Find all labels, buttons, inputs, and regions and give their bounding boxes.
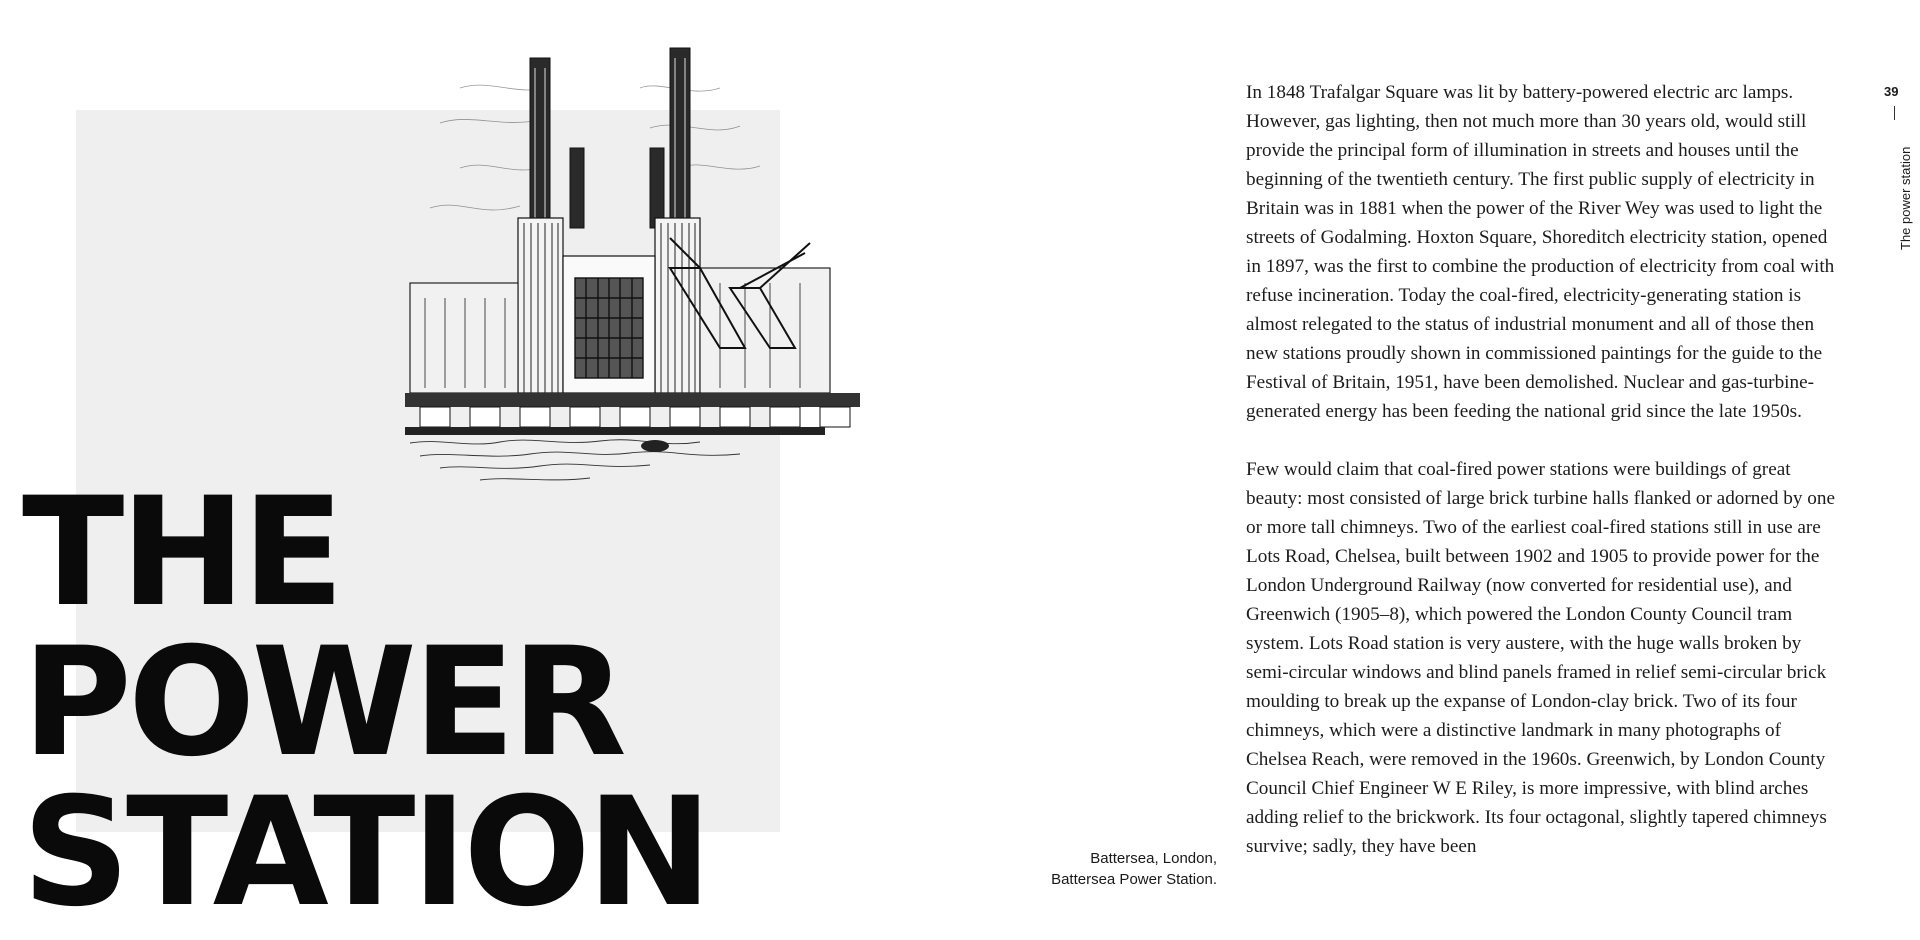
title-line-2: POWER	[22, 616, 623, 790]
image-caption	[1051, 848, 1217, 890]
body-text	[1246, 78, 1840, 890]
title-line-3: STATION	[22, 766, 709, 940]
paragraph: In 1848 Trafalgar Square was lit by battery-powered electric arc lamps. However, gas lighting, then not much more than 30 years old, would still provide the principal form of illumination in streets and houses until the beginning of the twentieth century. The first public supply of electricity in Britain was in 1881 when the power of the River Wey was used to light the streets of Godalming. Hoxton Square, Shoreditch electricity station, opened in 1897, was the first to combine the production of electricity from coal with refuse incineration. Today the coal-fired, electricity-generating station is almost relegated to the status of industrial monument and all of those then new stations proudly shown in commissioned paintings for the guide to the Festival of Britain, 1951, have been demolished. Nuclear and gas-turbine-generated energy has been feeding the national grid since the late 1950s.	[1246, 82, 1835, 422]
page-number: 39	[1884, 84, 1899, 99]
page-number-divider	[1894, 106, 1895, 120]
chapter-title	[22, 466, 709, 940]
caption-line-1: Battersea, London,	[1090, 850, 1217, 867]
title-line-1: THE	[22, 466, 341, 640]
running-head: The power station	[1898, 146, 1913, 250]
battersea-power-station-illustration	[400, 28, 870, 488]
caption-line-2: Battersea Power Station.	[1051, 871, 1217, 888]
paragraph: Few would claim that coal-fired power stations were buildings of great beauty: most consisted of large brick turbine halls flanked or adorned by one or more tall chimneys. Two of the earliest coal-fired stations still in use are Lots Road, Chelsea, built between 1902 and 1905 to provide power for the London Underground Railway (now converted for residential use), and Greenwich (1905–8), which powered the London County Council tram system. Lots Road station is very austere, with the huge walls broken by semi-circular windows and blind panels framed in relief semi-circular brick moulding to break up the expanse of London-clay brick. Two of its four chimneys, which were a distinctive landmark in many photographs of Chelsea Reach, were removed in the 1960s. Greenwich, by London County Council Chief Engineer W E Riley, is more impressive, with blind arches adding relief to the brickwork. Its four octagonal, slightly tapered chimneys survive; sadly, they have been	[1246, 459, 1835, 857]
